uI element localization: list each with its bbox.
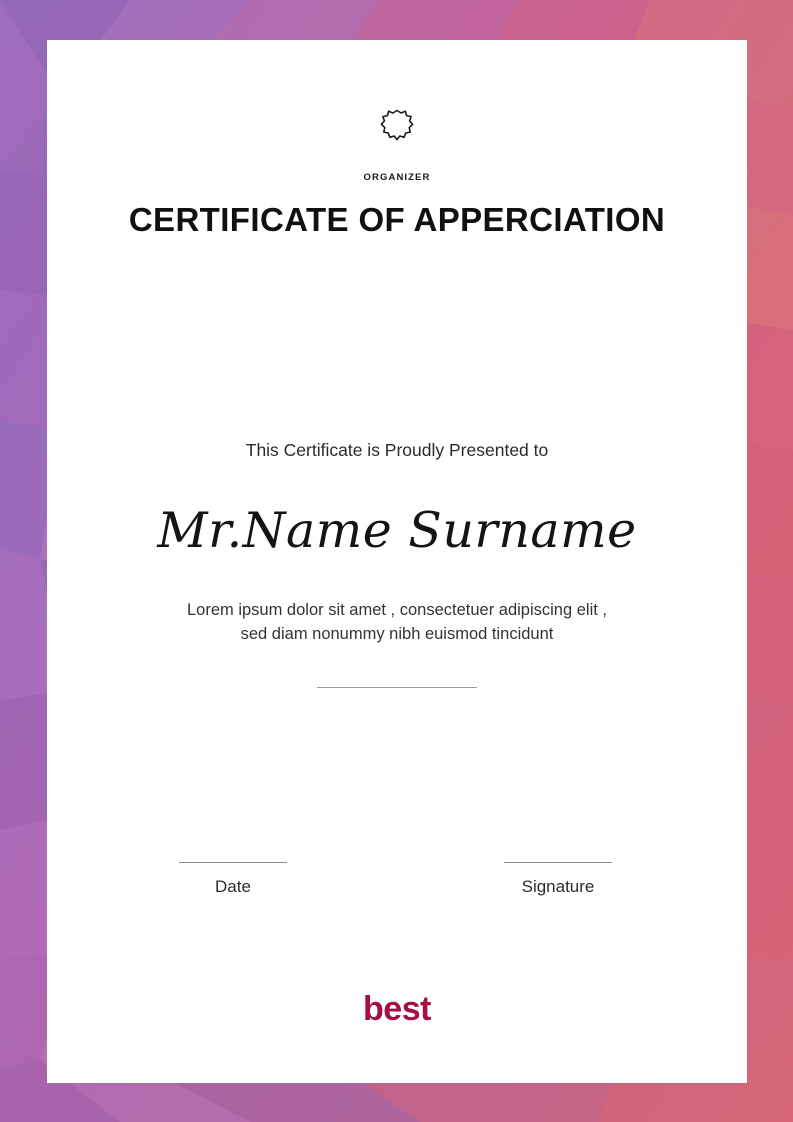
body-divider bbox=[317, 687, 477, 688]
signature-row bbox=[47, 862, 747, 922]
presented-to-line: This Certificate is Proudly Presented to bbox=[245, 440, 549, 460]
organizer-label: ORGANIZER bbox=[363, 172, 431, 183]
signature-block-date bbox=[143, 862, 323, 897]
signature-line-signature bbox=[504, 862, 612, 863]
certificate-card bbox=[47, 40, 747, 1083]
signature-label-signature: Signature bbox=[521, 877, 595, 896]
signature-block-signature bbox=[468, 862, 648, 897]
starburst-seal-icon bbox=[377, 108, 417, 148]
body-text: Lorem ipsum dolor sit amet , consectetuer adipiscing elit , sed diam nonummy nibh euismod tincidunt bbox=[186, 601, 608, 643]
recipient-name: Mr.Name Surname bbox=[157, 502, 637, 559]
signature-label-date: Date bbox=[215, 877, 251, 896]
brand-logo-text: best bbox=[363, 990, 431, 1028]
signature-line-date bbox=[179, 862, 287, 863]
seal-wrapper bbox=[47, 108, 747, 153]
page-title: CERTIFICATE OF APPERCIATION bbox=[128, 201, 666, 238]
